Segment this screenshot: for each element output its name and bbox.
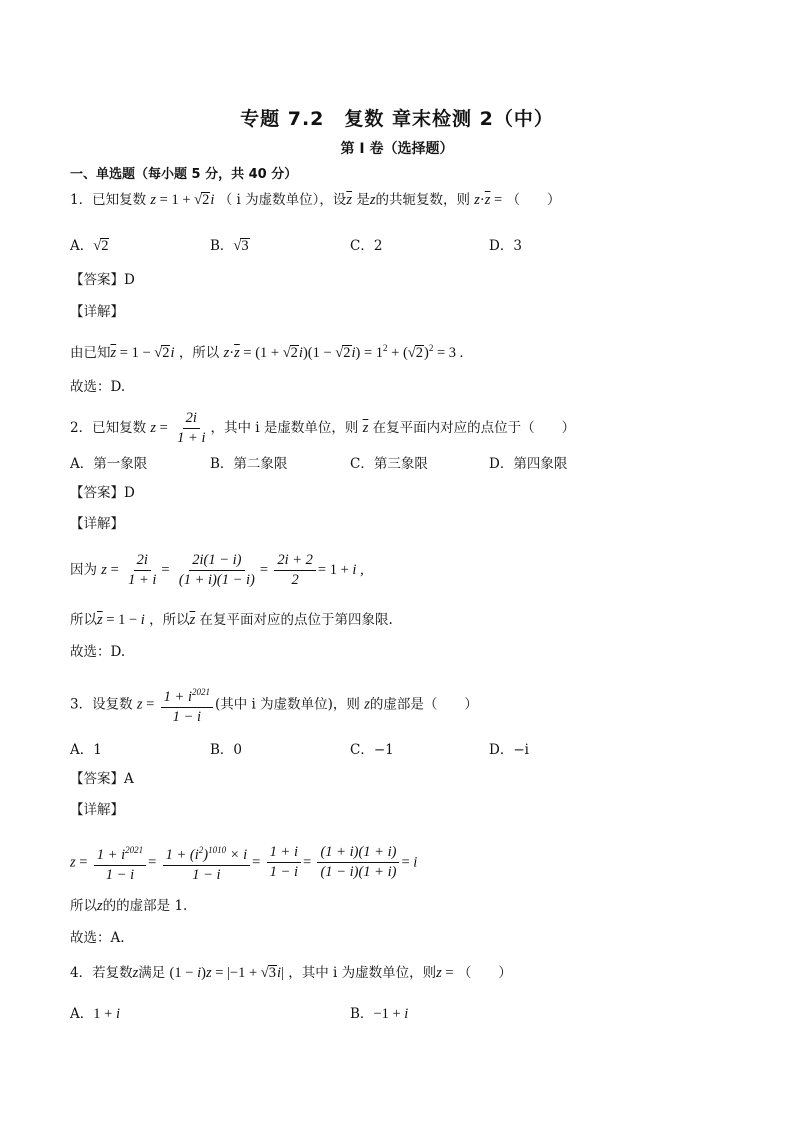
q3-detail-label: 【详解】 xyxy=(70,802,124,818)
q1-option-c: C．2 xyxy=(350,238,383,254)
question-1: 1．已知复数 z = 1 + √2i （ i 为虚数单位），设$\overline{z}$ 是z的共轭复数，则 $z\cdot\overline{z}$ = （ ） xyxy=(70,192,561,208)
question-2: 2．已知复数 z = $\frac{2i}{1 + i}$ ，其中 i 是虚数单位，则 $\overline{z}$ 在复平面内对应的点位于（ ） xyxy=(70,410,576,446)
q1-final: 故选：D. xyxy=(70,379,126,395)
q3-option-b: B．0 xyxy=(210,742,243,758)
q2-answer: 【答案】D xyxy=(70,485,135,501)
question-3: 3．设复数 z = $\frac{1 + i^{2021}}{1 - i}$ (其中 i 为虚数单位)，则 z的虚部是（ ） xyxy=(70,684,478,726)
q1-option-b: B．√3 xyxy=(210,238,249,254)
q2-final: 故选：D. xyxy=(70,644,126,660)
q2-conclusion: 所以$\overline{z} = 1 - i$ ，所以$\overline{z}$ 在复平面对应的点位于第四象限. xyxy=(70,612,393,628)
q2-option-a: A．第一象限 xyxy=(70,456,148,472)
q4-option-b: B．−1 + i xyxy=(350,1006,409,1022)
q3-final: 故选：A. xyxy=(70,930,125,946)
q3-conclusion: 所以z的的虚部是 1. xyxy=(70,898,188,914)
q1-option-a: A．√2 xyxy=(70,238,109,254)
q3-option-c: C．−1 xyxy=(350,742,394,758)
q2-detail-label: 【详解】 xyxy=(70,516,124,532)
q3-option-a: A．1 xyxy=(70,742,102,758)
q2-solution: 因为 z = $\frac{2i}{1 + i}$ = $\frac{2i(1 - i)}{(1 + i)(1 - i)}$ = $\frac{2i + 2}{2}$ = 1 + i , xyxy=(70,552,364,588)
document-subtitle: 第 I 卷（选择题） xyxy=(340,141,454,157)
q4-option-a: A．1 + i xyxy=(70,1006,120,1022)
document-title: 专题 7.2 复数 章末检测 2（中） xyxy=(240,108,554,130)
question-4: 4．若复数z满足 (1 − i)z = |−1 + √3i| ，其中 i 为虚数单位，则z = （ ） xyxy=(70,965,512,981)
q3-solution: z = $\frac{1 + i^{2021}}{1 - i}$ = $\frac{1 + (i^2)^{1010} \times i}{1 - i}$ = $\frac{1 + i}{1 - i}$ = $\frac{(1 + i)(1 + i)}{(1 - i)(1 + i)}$ = i xyxy=(70,842,417,884)
q3-option-d: D．−i xyxy=(489,742,529,758)
q2-option-c: C．第三象限 xyxy=(350,456,428,472)
q1-option-d: D．3 xyxy=(489,238,522,254)
q3-answer: 【答案】A xyxy=(70,771,134,787)
section-heading: 一、单选题（每小题 5 分，共 40 分） xyxy=(70,167,298,182)
q2-option-d: D．第四象限 xyxy=(489,456,568,472)
q1-detail-label: 【详解】 xyxy=(70,304,124,320)
q1-solution: 由已知$\overline{z} = 1 - √2i$ ，所以 $z\cdot\overline{z} = (1 + √2i)(1 - √2i) = 1^2 + (√2)^2 = 3$ . xyxy=(70,343,464,361)
q2-option-b: B．第二象限 xyxy=(210,456,288,472)
q1-answer: 【答案】D xyxy=(70,272,135,288)
